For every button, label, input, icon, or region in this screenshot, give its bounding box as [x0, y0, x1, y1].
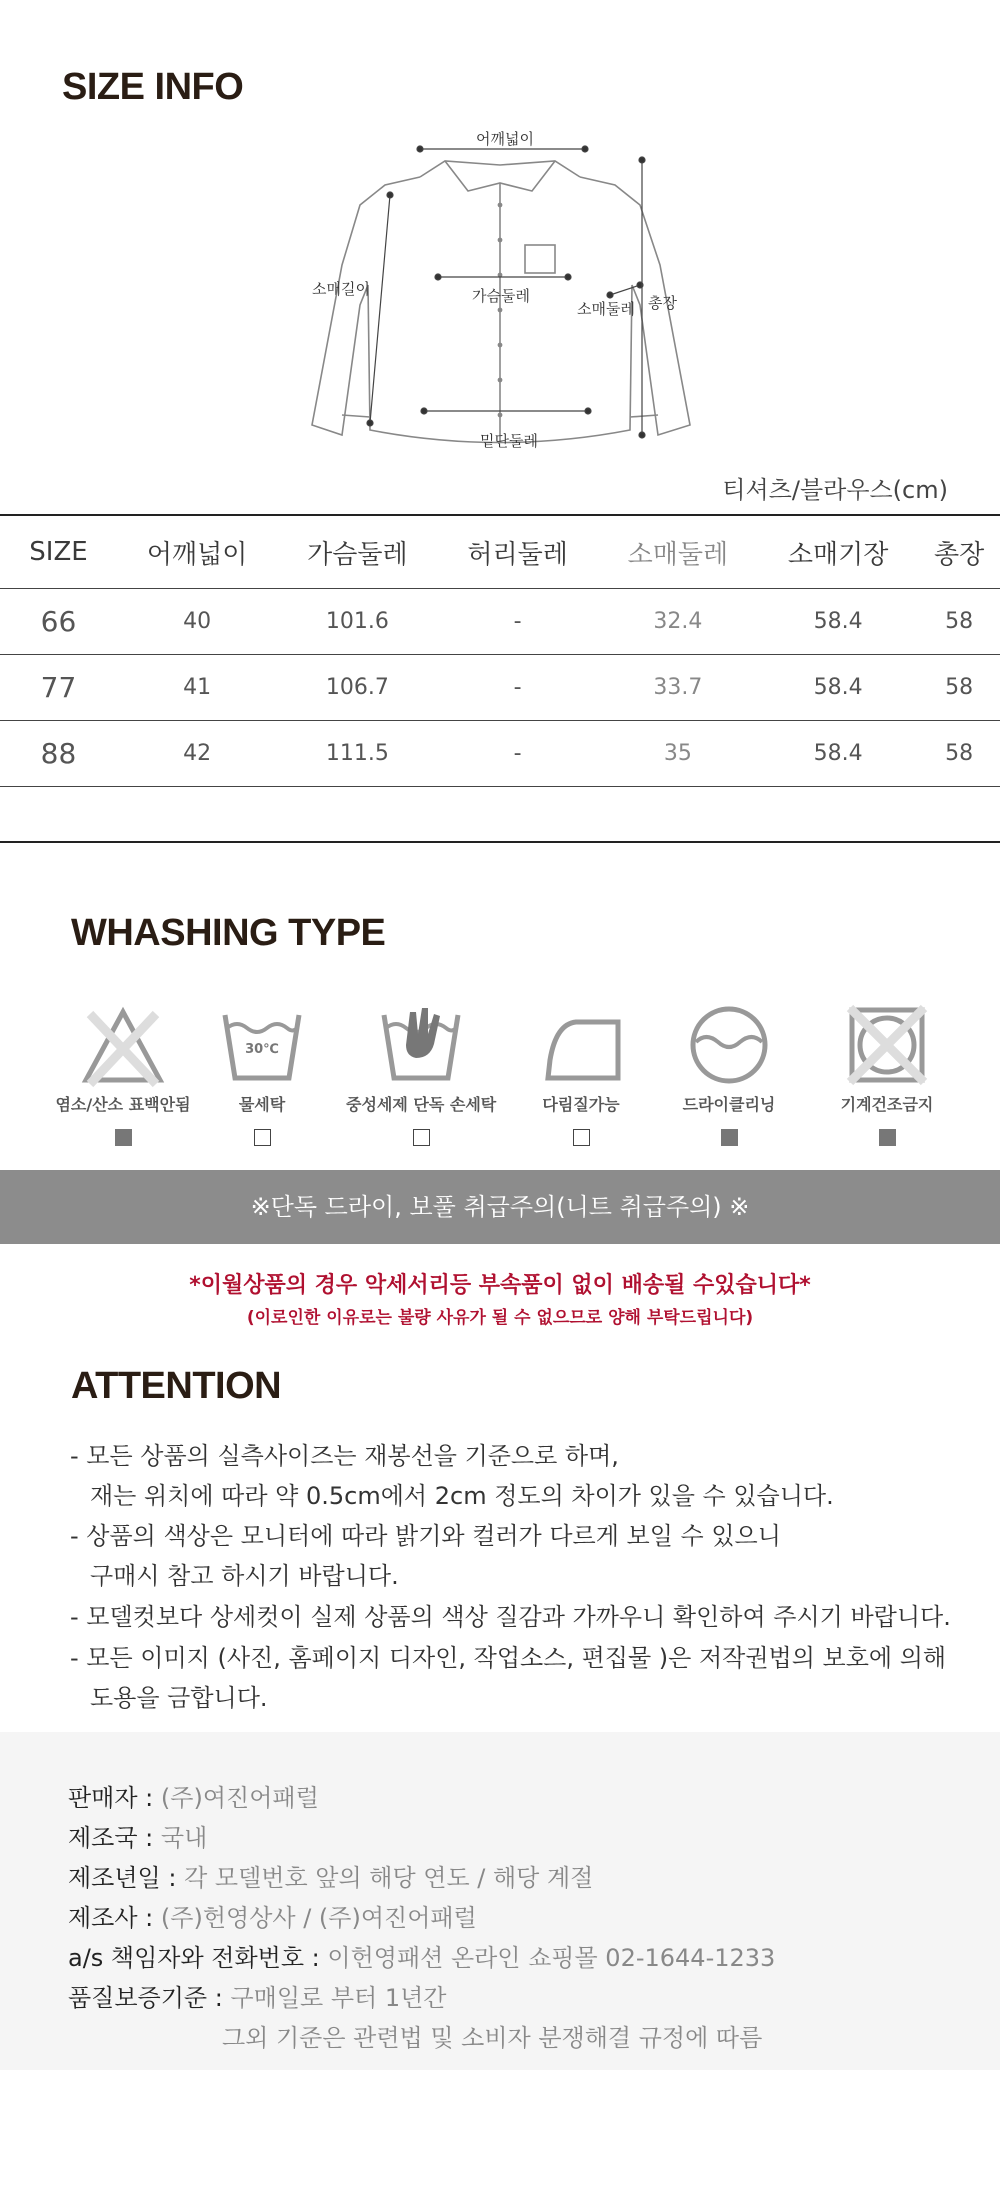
- dry-clean-icon: [684, 1000, 774, 1090]
- table-cell: 42: [117, 721, 277, 787]
- wash-item-hand-wash: [346, 1000, 496, 1146]
- info-footer-text: 그외 기준은 관련법 및 소비자 분쟁해결 규정에 따름: [222, 2024, 763, 2052]
- seller-info-panel: [0, 1732, 1000, 2070]
- wash-checkbox: [721, 1129, 738, 1146]
- info-value: (주)헌영상사 / (주)여진어패럴: [160, 1904, 477, 1932]
- no-tumble-dry-icon: [842, 1000, 932, 1090]
- table-cell: 111.5: [277, 721, 437, 787]
- header-total-length: 총장: [918, 515, 1000, 589]
- table-cell: 58.4: [758, 721, 918, 787]
- info-row-date: [68, 1858, 593, 1893]
- header-waist: 허리둘레: [438, 515, 598, 589]
- care-banner: ※단독 드라이, 보풀 취급주의(니트 취급주의) ※: [0, 1170, 1000, 1244]
- table-cell: 101.6: [277, 589, 437, 655]
- size-table: [0, 514, 1000, 787]
- attention-line: - 모든 상품의 실측사이즈는 재봉선을 기준으로 하며,: [70, 1442, 619, 1470]
- table-cell: 41: [117, 655, 277, 721]
- notice-main: *이월상품의 경우 악세서리등 부속품이 없이 배송될 수있습니다*: [189, 1273, 811, 1298]
- label-sleeve-circ: 소매둘레: [577, 300, 635, 318]
- wash-label: 드라이클리닝: [682, 1095, 776, 1114]
- table-cell: 58.4: [758, 589, 918, 655]
- info-value: 각 모델번호 앞의 해당 연도 / 해당 계절: [184, 1864, 594, 1892]
- table-cell: -: [438, 655, 598, 721]
- table-cell: 32.4: [598, 589, 758, 655]
- attention-line: 도용을 금합니다.: [90, 1684, 268, 1712]
- table-cell: 58: [918, 721, 1000, 787]
- wash-item-no-tumble-dry: [812, 1000, 962, 1146]
- info-label: 제조국 :: [68, 1824, 154, 1852]
- wash-checkbox: [413, 1129, 430, 1146]
- table-row: [0, 589, 1000, 655]
- table-row: [0, 655, 1000, 721]
- attention-line: 재는 위치에 따라 약 0.5cm에서 2cm 정도의 차이가 있을 수 있습니다.: [90, 1482, 834, 1510]
- wash-item-water: [187, 1000, 337, 1146]
- table-cell: -: [438, 721, 598, 787]
- table-cell: 66: [0, 589, 117, 655]
- attention-line: 구매시 참고 하시기 바랍니다.: [90, 1562, 399, 1590]
- wash-label: 중성세제 단독 손세탁: [346, 1095, 497, 1114]
- table-cell: 106.7: [277, 655, 437, 721]
- hand-wash-icon: [376, 1000, 466, 1090]
- wash-item-no-bleach: [48, 1000, 198, 1146]
- table-cell: 58.4: [758, 655, 918, 721]
- table-cell: -: [438, 589, 598, 655]
- unit-note: 티셔츠/블라우스(cm): [722, 476, 948, 504]
- info-row-as-contact: [68, 1938, 775, 1973]
- wash-checkbox: [254, 1129, 271, 1146]
- table-cell: 33.7: [598, 655, 758, 721]
- table-cell: 40: [117, 589, 277, 655]
- wash-checkbox: [573, 1129, 590, 1146]
- table-cell: 88: [0, 721, 117, 787]
- wash-label: 물세탁: [238, 1095, 286, 1114]
- label-chest: 가슴둘레: [472, 287, 530, 305]
- info-row-seller: [68, 1778, 319, 1813]
- wash-item-iron: [506, 1000, 656, 1146]
- attention-title: ATTENTION: [71, 1365, 282, 1407]
- info-value: (주)여진어패럴: [160, 1784, 319, 1812]
- label-hem: 밑단둘레: [480, 432, 538, 450]
- no-bleach-icon: [78, 1000, 168, 1090]
- washing-title: WHASHING TYPE: [71, 912, 386, 954]
- wash-label: 다림질가능: [542, 1095, 620, 1114]
- label-total-length: 총장: [648, 294, 677, 312]
- notice-sub: (이로인한 이유로는 불량 사유가 될 수 없으므로 양해 부탁드립니다): [246, 1308, 754, 1328]
- info-row-maker: [68, 1898, 477, 1933]
- iron-icon: [536, 1000, 626, 1090]
- label-shoulder: 어깨넓이: [476, 130, 534, 148]
- table-cell: 77: [0, 655, 117, 721]
- table-cell: 58: [918, 655, 1000, 721]
- wash-label: 기계건조금지: [840, 1095, 934, 1114]
- info-value: 국내: [160, 1824, 208, 1852]
- size-info-title: SIZE INFO: [62, 66, 244, 108]
- info-footer: [222, 2018, 762, 2053]
- section-divider: [0, 841, 1000, 843]
- info-label: 제조사 :: [68, 1904, 154, 1932]
- table-row: [0, 721, 1000, 787]
- size-table-header-row: [0, 515, 1000, 589]
- header-chest: 가슴둘레: [277, 515, 437, 589]
- header-size: SIZE: [0, 515, 117, 589]
- water-temp: 30℃: [245, 1042, 279, 1057]
- header-sleeve-length: 소매기장: [758, 515, 918, 589]
- header-sleeve-circ: 소매둘레: [598, 515, 758, 589]
- wash-item-dry-clean: [654, 1000, 804, 1146]
- info-label: 판매자 :: [68, 1784, 154, 1812]
- info-label: 품질보증기준 :: [68, 1984, 223, 2012]
- attention-line: - 상품의 색상은 모니터에 따라 밝기와 컬러가 다르게 보일 수 있으니: [70, 1522, 781, 1550]
- attention-line: - 모델컷보다 상세컷이 실제 상품의 색상 질감과 가까우니 확인하여 주시기 바랍니다.: [70, 1603, 951, 1631]
- info-row-warranty: [68, 1978, 446, 2013]
- header-shoulder: 어깨넓이: [117, 515, 277, 589]
- table-cell: 58: [918, 589, 1000, 655]
- info-label: a/s 책임자와 전화번호 :: [68, 1944, 320, 1972]
- table-cell: 35: [598, 721, 758, 787]
- wash-checkbox: [115, 1129, 132, 1146]
- wash-checkbox: [879, 1129, 896, 1146]
- info-row-country: [68, 1818, 207, 1853]
- info-value: 이헌영패션 온라인 쇼핑몰 02-1644-1233: [327, 1944, 776, 1972]
- info-label: 제조년일 :: [68, 1864, 177, 1892]
- info-value: 구매일로 부터 1년간: [230, 1984, 447, 2012]
- wash-label: 염소/산소 표백안됨: [55, 1095, 191, 1114]
- attention-line: - 모든 이미지 (사진, 홈페이지 디자인, 작업소스, 편집물 )은 저작권법의 보호에 의해: [70, 1644, 947, 1672]
- label-sleeve-length: 소매길이: [312, 280, 370, 298]
